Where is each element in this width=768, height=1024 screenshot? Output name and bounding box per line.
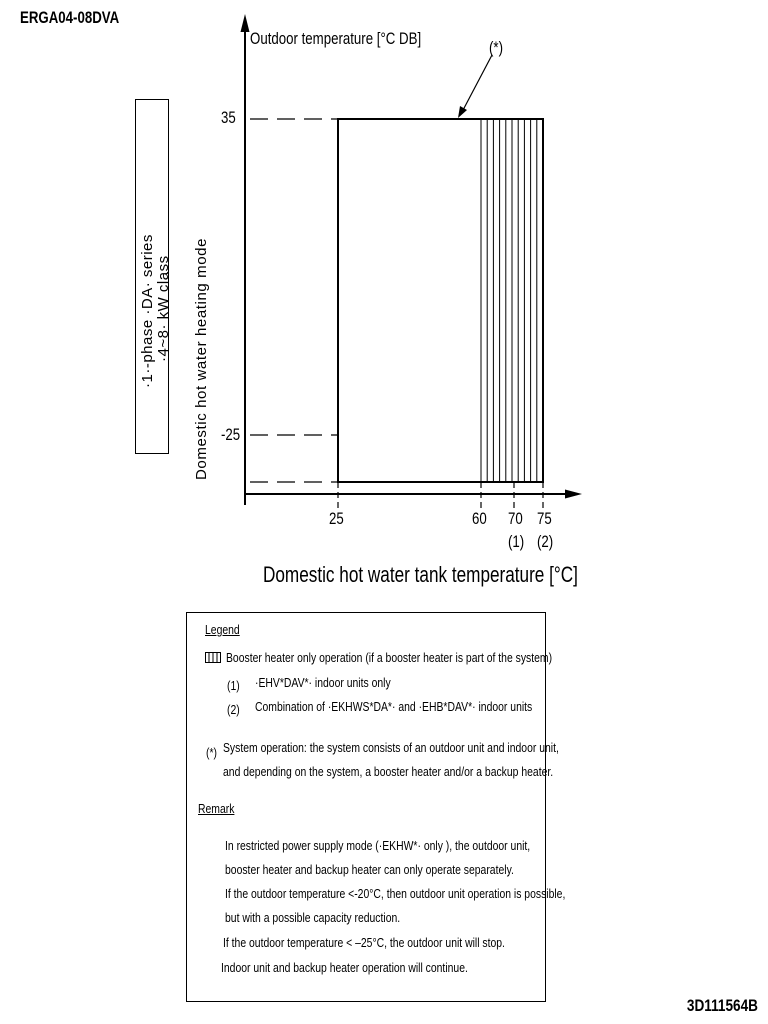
legend-star-marker: (*) [206,745,217,760]
legend-note2-marker: (2) [227,702,240,717]
legend-title: Legend [205,622,240,637]
legend-note1-text: ·EHV*DAV*· indoor units only [255,675,391,690]
y-axis-arrow [241,14,250,32]
booster-hatch-swatch [205,652,221,663]
x-tick-75-note: (2) [537,532,554,551]
remark-title: Remark [198,801,235,816]
x-tick-75: 75 [537,509,552,528]
legend-booster-text: Booster heater only operation (if a booster heater is part of the system) [226,650,553,665]
booster-hatch-region [481,119,543,482]
remark-line: In restricted power supply mode (·EKHW*· only ), the outdoor unit, [225,838,531,853]
legend-note2-text: Combination of ·EKHWS*DA*· and ·EHB*DAV*· indoor units [255,699,533,714]
y-tick-minus25: -25 [221,425,241,444]
x-tick-25: 25 [329,509,344,528]
legend-star-line1: System operation: the system consists of an outdoor unit and indoor unit, [223,740,559,755]
remark-line: If the outdoor temperature < –25°C, the outdoor unit will stop. [223,935,505,950]
callout-label: (*) [489,38,504,57]
document-number: 3D111564B [686,996,758,1015]
x-tick-60: 60 [472,509,487,528]
legend-note1-marker: (1) [227,678,240,693]
x-axis-arrow [565,490,582,499]
y-tick-35: 35 [221,108,236,127]
series-label: ·1·-phase ·DA· series [139,234,156,388]
model-code: ERGA04-08DVA [19,8,120,27]
x-tick-70-note: (1) [508,532,525,551]
y-axis-title: Outdoor temperature [°C DB] [250,29,422,48]
mode-label: Domestic hot water heating mode [193,237,210,480]
x-tick-70: 70 [508,509,523,528]
remark-line: If the outdoor temperature <-20°C, then outdoor unit operation is possible, [225,886,566,901]
callout-arrowhead [458,106,467,118]
capacity-class-label: ·4~8· kW class [155,255,172,362]
callout-leader [462,55,492,112]
legend-star-line2: and depending on the system, a booster heater and/or a backup heater. [223,764,554,779]
remark-line: but with a possible capacity reduction. [225,910,401,925]
remark-line: booster heater and backup heater can only operate separately. [225,862,514,877]
remark-line: Indoor unit and backup heater operation will continue. [221,960,468,975]
x-axis-title: Domestic hot water tank temperature [°C] [263,562,578,587]
